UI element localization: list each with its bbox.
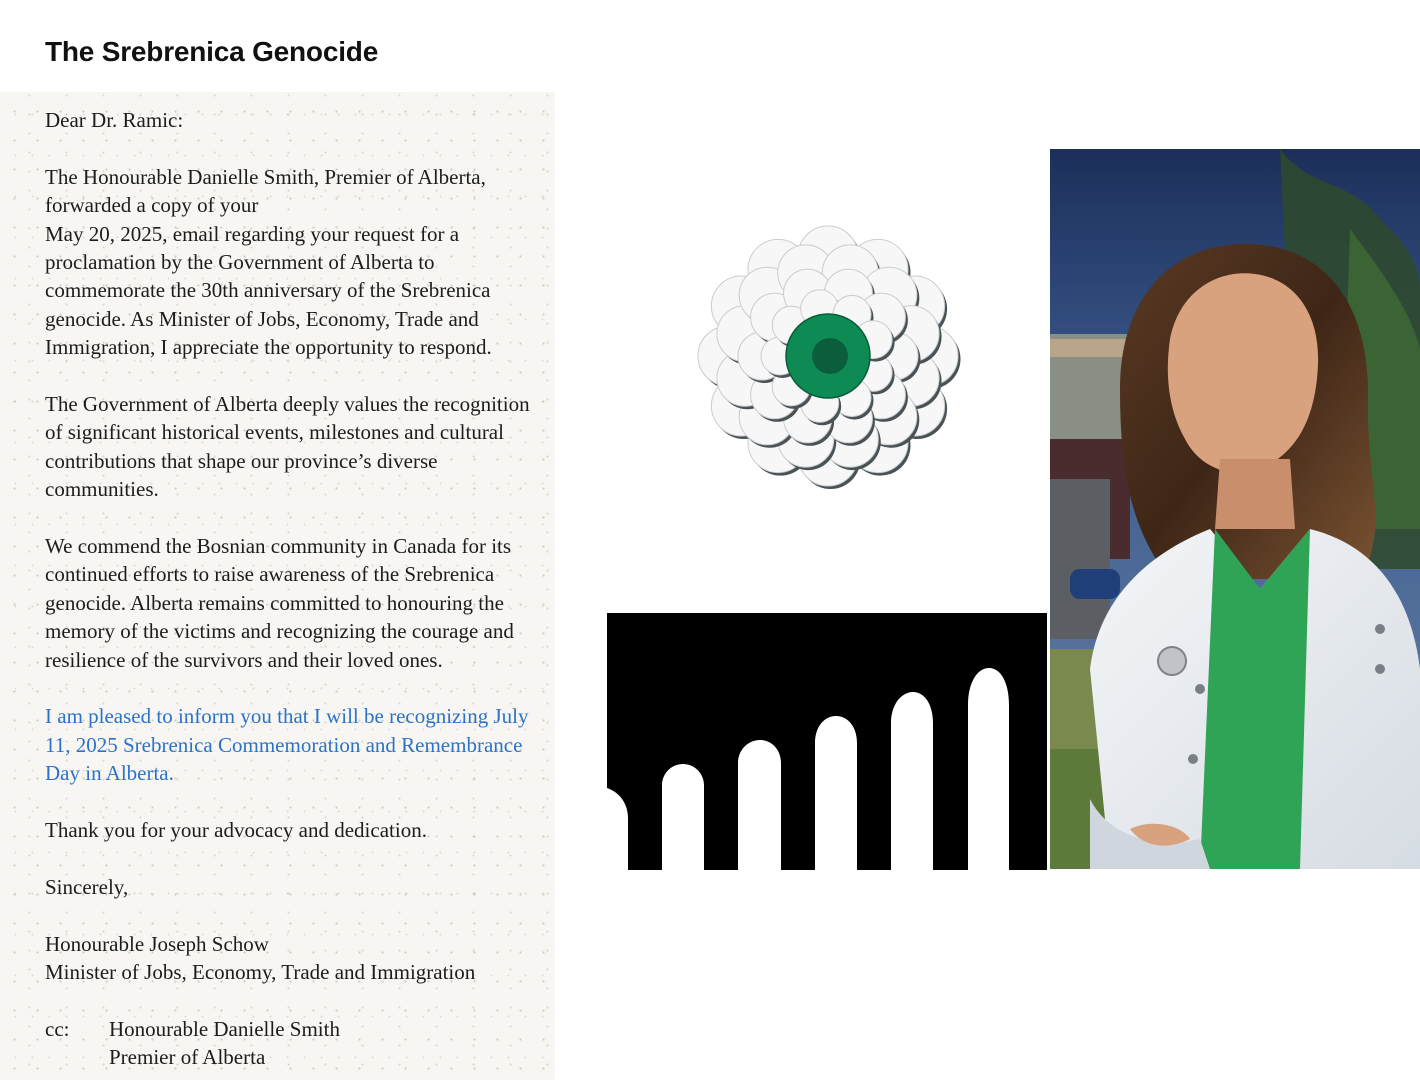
portrait-photo bbox=[1050, 149, 1420, 869]
letter-paragraph: The Government of Alberta deeply values the recognition of significant historical events, milestones and cultural contributions that shape our province’s diverse communities. bbox=[45, 392, 530, 502]
letter-signer-name: Honourable Joseph Schow bbox=[45, 931, 269, 956]
letter-paragraph: The Honourable Danielle Smith, Premier of Alberta, forwarded a copy of your May 20, 2025, email regarding your request for a proclamation by the Government of Alberta to commemorate the 30th anniversary of the Srebrenica genocide. As Minister of Jobs, Economy, Trade and Immigration, I appreciate the opportunity to respond. bbox=[45, 164, 492, 360]
letter-signer-title: Minister of Jobs, Economy, Trade and Immigration bbox=[45, 960, 476, 985]
letter-recognition-paragraph: I am pleased to inform you that I will be recognizing July 11, 2025 Srebrenica Commemoration and Remembrance Day in Alberta. bbox=[45, 704, 529, 786]
cc-names: Honourable Danielle Smith Premier of Alberta bbox=[109, 1016, 340, 1070]
srebrenica-flower-icon bbox=[690, 222, 966, 498]
letter-closing: Sincerely, bbox=[45, 874, 129, 899]
page-title: The Srebrenica Genocide bbox=[45, 36, 379, 67]
tombstone-silhouette-icon bbox=[607, 613, 1047, 870]
letter-thanks: Thank you for your advocacy and dedication. bbox=[45, 818, 427, 843]
letter-text bbox=[45, 106, 550, 1072]
cc-label: cc: bbox=[45, 1016, 70, 1041]
letter-salutation: Dear Dr. Ramic: bbox=[45, 108, 184, 132]
letter-cc bbox=[45, 1015, 550, 1072]
flower-core bbox=[812, 338, 848, 374]
letter-paragraph: We commend the Bosnian community in Canada for its continued efforts to raise awareness of the Srebrenica genocide. Alberta remains committed to honouring the memory of the victims and recognizing the courage and resilience of the survivors and their loved ones. bbox=[45, 534, 514, 672]
letter-image bbox=[0, 92, 555, 1080]
